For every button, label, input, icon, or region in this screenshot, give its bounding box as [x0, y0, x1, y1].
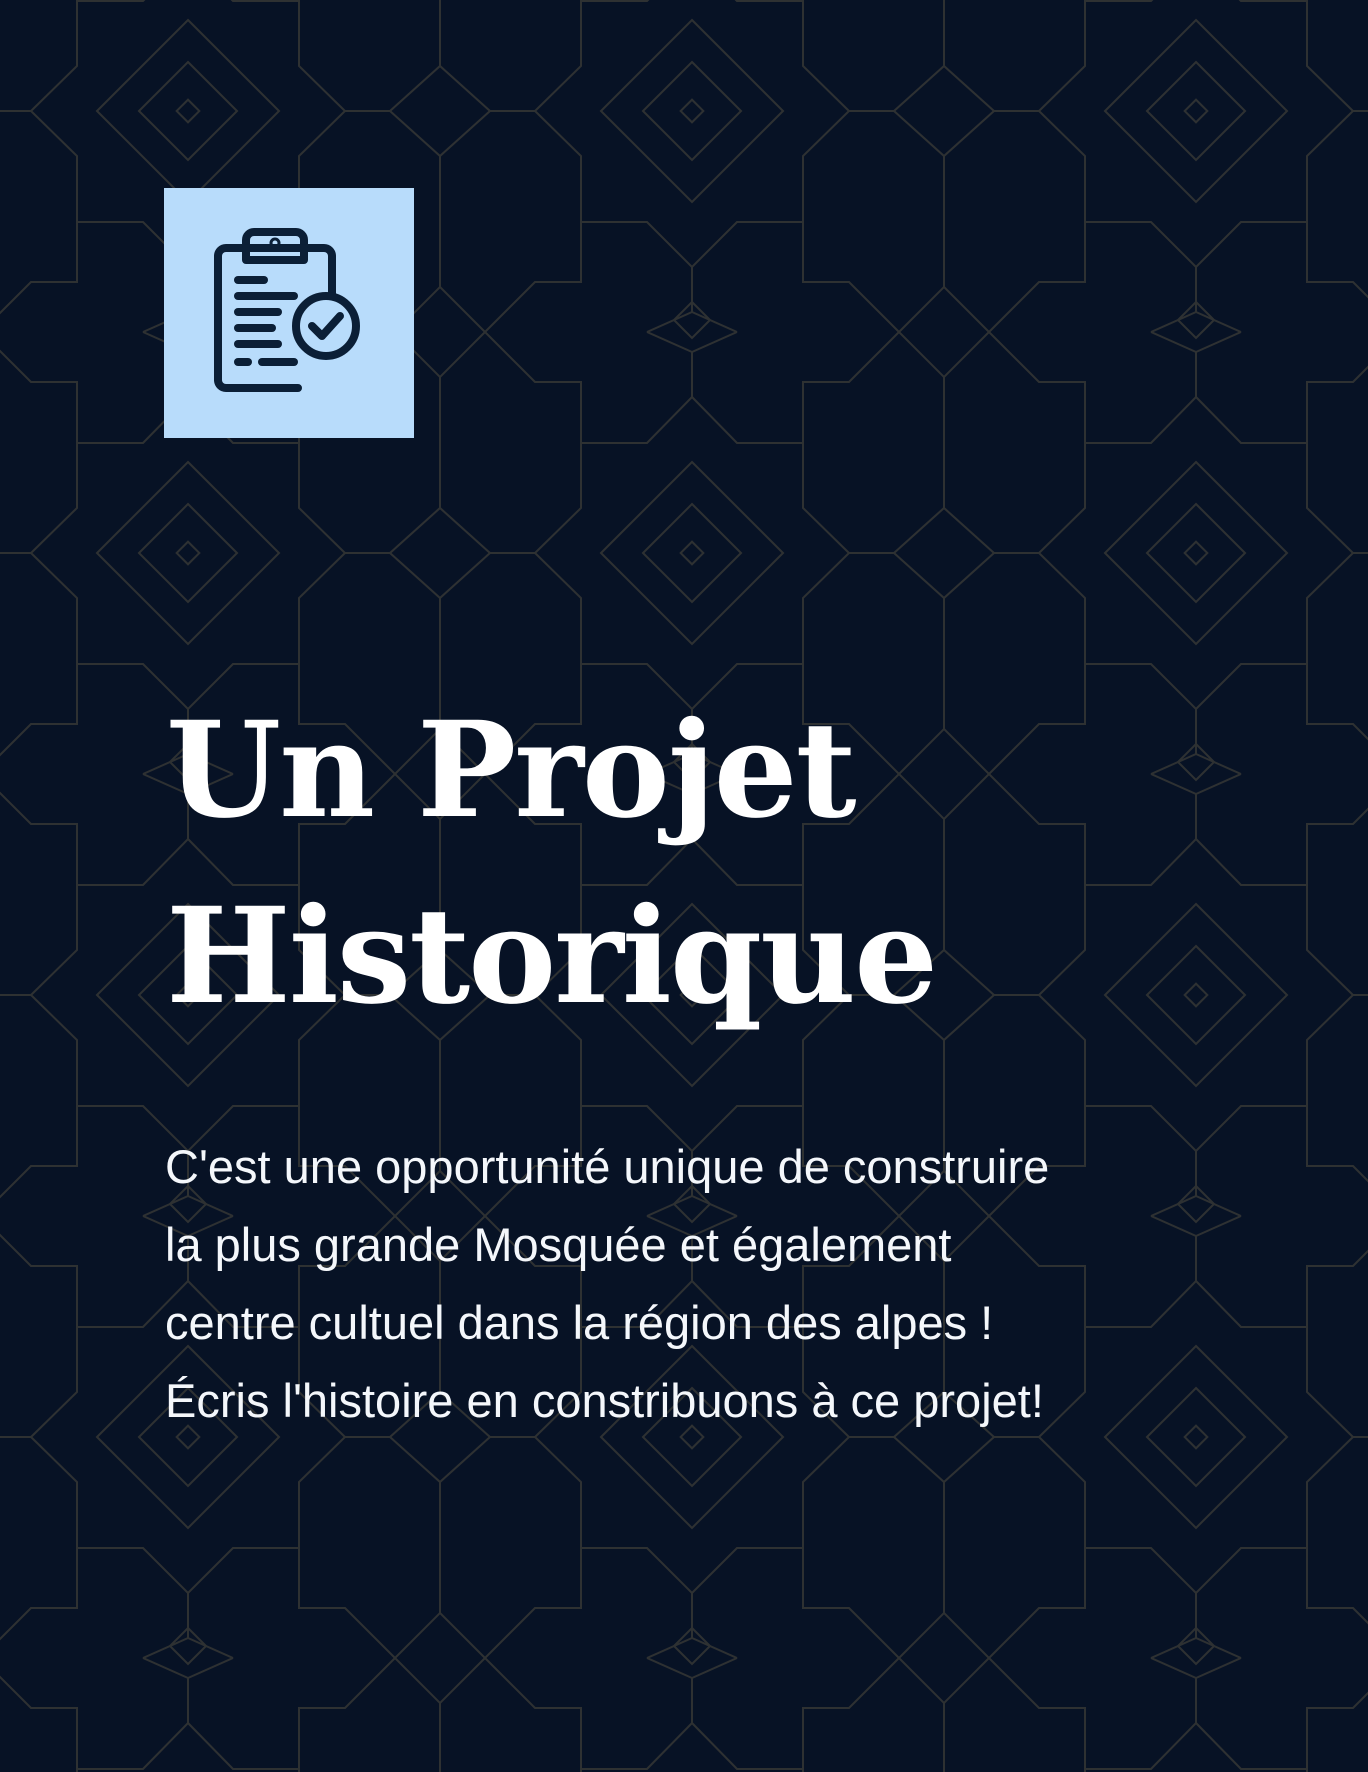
page-title — [166, 678, 1266, 1050]
title-line-1: Un Projet — [166, 693, 855, 848]
description — [165, 1128, 1285, 1440]
clipboard-check-icon — [212, 228, 374, 398]
description-line-2: la plus grande Mosquée et également — [165, 1218, 952, 1271]
description-line-1: C'est une opportunité unique de construire — [165, 1140, 1050, 1193]
description-line-4: Écris l'histoire en constribuons à ce projet! — [165, 1374, 1044, 1427]
icon-tile — [164, 188, 414, 438]
description-line-3: centre cultuel dans la région des alpes ! — [165, 1296, 994, 1349]
title-line-2: Historique — [166, 879, 937, 1034]
